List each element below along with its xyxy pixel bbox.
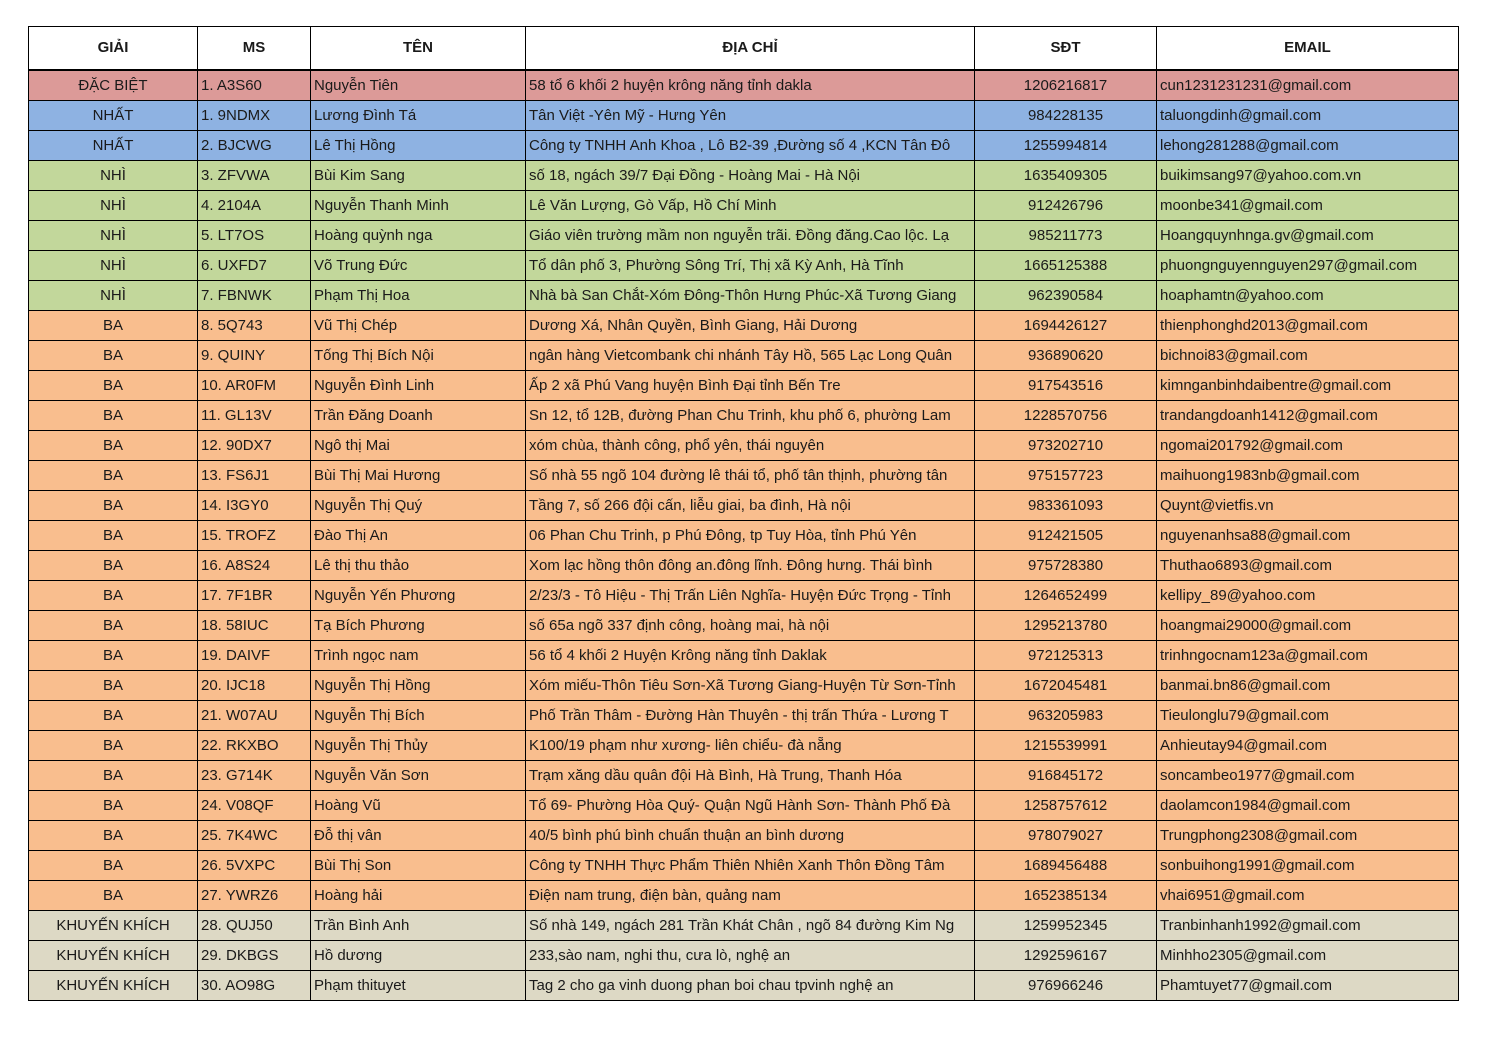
- cell-phone: 936890620: [975, 341, 1157, 371]
- cell-prize: BA: [29, 551, 198, 581]
- header-code: MS: [198, 27, 311, 71]
- cell-address: Số nhà 149, ngách 281 Trần Khát Chân , ngõ 84 đường Kim Ng: [526, 911, 975, 941]
- cell-name: Bùi Thị Son: [311, 851, 526, 881]
- cell-prize: BA: [29, 761, 198, 791]
- cell-code: 3. ZFVWA: [198, 161, 311, 191]
- table-row: [29, 131, 1459, 161]
- cell-name: Hoàng quỳnh nga: [311, 221, 526, 251]
- cell-code: 20. IJC18: [198, 671, 311, 701]
- prize-winners-table: [28, 26, 1459, 1001]
- table-row: [29, 581, 1459, 611]
- cell-code: 15. TROFZ: [198, 521, 311, 551]
- cell-address: Xóm miếu-Thôn Tiêu Sơn-Xã Tương Giang-Huyện Từ Sơn-Tỉnh: [526, 671, 975, 701]
- cell-name: Nguyễn Yến Phương: [311, 581, 526, 611]
- cell-phone: 1206216817: [975, 70, 1157, 101]
- header-prize: GIẢI: [29, 27, 198, 71]
- cell-address: Tầng 7, số 266 đội cấn, liễu giai, ba đình, Hà nội: [526, 491, 975, 521]
- cell-name: Nguyễn Tiên: [311, 70, 526, 101]
- cell-address: Phố Trần Thâm - Đường Hàn Thuyên - thị trấn Thứa - Lương T: [526, 701, 975, 731]
- cell-prize: BA: [29, 641, 198, 671]
- cell-prize: KHUYẾN KHÍCH: [29, 971, 198, 1001]
- header-email: EMAIL: [1157, 27, 1459, 71]
- header-phone: SĐT: [975, 27, 1157, 71]
- cell-code: 9. QUINY: [198, 341, 311, 371]
- cell-address: 2/23/3 - Tô Hiệu - Thị Trấn Liên Nghĩa- Huyện Đức Trọng - Tỉnh: [526, 581, 975, 611]
- cell-phone: 912421505: [975, 521, 1157, 551]
- cell-name: Trình ngọc nam: [311, 641, 526, 671]
- cell-address: Sn 12, tổ 12B, đường Phan Chu Trinh, khu phố 6, phường Lam: [526, 401, 975, 431]
- cell-phone: 975157723: [975, 461, 1157, 491]
- cell-name: Bùi Thị Mai Hương: [311, 461, 526, 491]
- cell-address: Tag 2 cho ga vinh duong phan boi chau tpvinh nghệ an: [526, 971, 975, 1001]
- cell-prize: BA: [29, 431, 198, 461]
- table-row: [29, 341, 1459, 371]
- cell-address: K100/19 phạm như xương- liên chiểu- đà nẵng: [526, 731, 975, 761]
- cell-email: Anhieutay94@gmail.com: [1157, 731, 1459, 761]
- cell-email: buikimsang97@yahoo.com.vn: [1157, 161, 1459, 191]
- cell-code: 22. RKXBO: [198, 731, 311, 761]
- cell-address: Dương Xá, Nhân Quyền, Bình Giang, Hải Dương: [526, 311, 975, 341]
- cell-prize: BA: [29, 791, 198, 821]
- cell-name: Bùi Kim Sang: [311, 161, 526, 191]
- table-row: [29, 401, 1459, 431]
- cell-prize: NHÌ: [29, 191, 198, 221]
- cell-email: vhai6951@gmail.com: [1157, 881, 1459, 911]
- cell-code: 5. LT7OS: [198, 221, 311, 251]
- cell-code: 8. 5Q743: [198, 311, 311, 341]
- cell-email: soncambeo1977@gmail.com: [1157, 761, 1459, 791]
- cell-email: Trungphong2308@gmail.com: [1157, 821, 1459, 851]
- cell-email: nguyenanhsa88@gmail.com: [1157, 521, 1459, 551]
- cell-email: trandangdoanh1412@gmail.com: [1157, 401, 1459, 431]
- table-row: [29, 70, 1459, 101]
- cell-email: trinhngocnam123a@gmail.com: [1157, 641, 1459, 671]
- cell-code: 11. GL13V: [198, 401, 311, 431]
- cell-name: Ngô thị Mai: [311, 431, 526, 461]
- cell-address: Tân Việt -Yên Mỹ - Hưng Yên: [526, 101, 975, 131]
- cell-prize: BA: [29, 881, 198, 911]
- cell-phone: 1672045481: [975, 671, 1157, 701]
- cell-code: 18. 58IUC: [198, 611, 311, 641]
- cell-phone: 1635409305: [975, 161, 1157, 191]
- cell-code: 21. W07AU: [198, 701, 311, 731]
- cell-email: Thuthao6893@gmail.com: [1157, 551, 1459, 581]
- cell-code: 30. AO98G: [198, 971, 311, 1001]
- cell-email: hoangmai29000@gmail.com: [1157, 611, 1459, 641]
- table-row: [29, 851, 1459, 881]
- cell-address: 40/5 bình phú bình chuẩn thuận an bình dương: [526, 821, 975, 851]
- table-row: [29, 161, 1459, 191]
- table-row: [29, 911, 1459, 941]
- cell-name: Phạm Thị Hoa: [311, 281, 526, 311]
- table-row: [29, 701, 1459, 731]
- cell-name: Hoàng Vũ: [311, 791, 526, 821]
- cell-email: Tranbinhanh1992@gmail.com: [1157, 911, 1459, 941]
- cell-email: Hoangquynhnga.gv@gmail.com: [1157, 221, 1459, 251]
- cell-code: 7. FBNWK: [198, 281, 311, 311]
- cell-prize: KHUYẾN KHÍCH: [29, 911, 198, 941]
- cell-address: Nhà bà San Chắt-Xóm Đông-Thôn Hưng Phúc-Xã Tương Giang: [526, 281, 975, 311]
- cell-prize: BA: [29, 371, 198, 401]
- cell-phone: 983361093: [975, 491, 1157, 521]
- cell-code: 28. QUJ50: [198, 911, 311, 941]
- cell-name: Nguyễn Văn Sơn: [311, 761, 526, 791]
- cell-code: 24. V08QF: [198, 791, 311, 821]
- cell-phone: 975728380: [975, 551, 1157, 581]
- cell-prize: BA: [29, 341, 198, 371]
- cell-email: kimnganbinhdaibentre@gmail.com: [1157, 371, 1459, 401]
- cell-name: Lê Thị Hồng: [311, 131, 526, 161]
- cell-address: ngân hàng Vietcombank chi nhánh Tây Hồ, 565 Lạc Long Quân: [526, 341, 975, 371]
- cell-prize: NHÌ: [29, 251, 198, 281]
- table-row: [29, 551, 1459, 581]
- table-row: [29, 311, 1459, 341]
- header-address: ĐỊA CHỈ: [526, 27, 975, 71]
- cell-code: 25. 7K4WC: [198, 821, 311, 851]
- cell-phone: 962390584: [975, 281, 1157, 311]
- cell-address: 233,sào nam, nghi thu, cưa lò, nghệ an: [526, 941, 975, 971]
- cell-code: 12. 90DX7: [198, 431, 311, 461]
- cell-email: cun1231231231@gmail.com: [1157, 70, 1459, 101]
- header-name: TÊN: [311, 27, 526, 71]
- cell-code: 27. YWRZ6: [198, 881, 311, 911]
- cell-code: 6. UXFD7: [198, 251, 311, 281]
- cell-code: 16. A8S24: [198, 551, 311, 581]
- cell-address: xóm chùa, thành công, phổ yên, thái nguyên: [526, 431, 975, 461]
- cell-name: Đào Thị An: [311, 521, 526, 551]
- cell-name: Vũ Thị Chép: [311, 311, 526, 341]
- table-row: [29, 821, 1459, 851]
- cell-phone: 916845172: [975, 761, 1157, 791]
- cell-prize: NHÌ: [29, 161, 198, 191]
- cell-email: taluongdinh@gmail.com: [1157, 101, 1459, 131]
- cell-name: Đỗ thị vân: [311, 821, 526, 851]
- cell-prize: NHẤT: [29, 101, 198, 131]
- table-row: [29, 641, 1459, 671]
- cell-code: 14. I3GY0: [198, 491, 311, 521]
- cell-phone: 912426796: [975, 191, 1157, 221]
- cell-phone: 1259952345: [975, 911, 1157, 941]
- cell-email: hoaphamtn@yahoo.com: [1157, 281, 1459, 311]
- cell-phone: 973202710: [975, 431, 1157, 461]
- cell-prize: BA: [29, 311, 198, 341]
- cell-phone: 1228570756: [975, 401, 1157, 431]
- cell-code: 2. BJCWG: [198, 131, 311, 161]
- cell-phone: 972125313: [975, 641, 1157, 671]
- cell-name: Tạ Bích Phương: [311, 611, 526, 641]
- cell-name: Trần Bình Anh: [311, 911, 526, 941]
- cell-code: 1. 9NDMX: [198, 101, 311, 131]
- table-row: [29, 431, 1459, 461]
- cell-address: Công ty TNHH Anh Khoa , Lô B2-39 ,Đường số 4 ,KCN Tân Đô: [526, 131, 975, 161]
- cell-address: Công ty TNHH Thực Phẩm Thiên Nhiên Xanh Thôn Đồng Tâm: [526, 851, 975, 881]
- cell-email: sonbuihong1991@gmail.com: [1157, 851, 1459, 881]
- table-row: [29, 731, 1459, 761]
- cell-name: Võ Trung Đức: [311, 251, 526, 281]
- cell-prize: BA: [29, 671, 198, 701]
- cell-prize: BA: [29, 521, 198, 551]
- cell-phone: 978079027: [975, 821, 1157, 851]
- cell-prize: BA: [29, 611, 198, 641]
- cell-prize: BA: [29, 491, 198, 521]
- cell-prize: BA: [29, 731, 198, 761]
- cell-email: maihuong1983nb@gmail.com: [1157, 461, 1459, 491]
- cell-name: Nguyễn Thị Thủy: [311, 731, 526, 761]
- cell-code: 19. DAIVF: [198, 641, 311, 671]
- cell-phone: 1694426127: [975, 311, 1157, 341]
- cell-address: số 65a ngõ 337 định công, hoàng mai, hà nội: [526, 611, 975, 641]
- table-row: [29, 971, 1459, 1001]
- cell-phone: 1292596167: [975, 941, 1157, 971]
- cell-name: Trần Đăng Doanh: [311, 401, 526, 431]
- cell-email: bichnoi83@gmail.com: [1157, 341, 1459, 371]
- cell-prize: BA: [29, 701, 198, 731]
- cell-phone: 1665125388: [975, 251, 1157, 281]
- cell-prize: BA: [29, 821, 198, 851]
- cell-email: phuongnguyennguyen297@gmail.com: [1157, 251, 1459, 281]
- cell-code: 23. G714K: [198, 761, 311, 791]
- cell-prize: BA: [29, 851, 198, 881]
- cell-email: daolamcon1984@gmail.com: [1157, 791, 1459, 821]
- cell-code: 29. DKBGS: [198, 941, 311, 971]
- cell-email: Tieulonglu79@gmail.com: [1157, 701, 1459, 731]
- cell-code: 10. AR0FM: [198, 371, 311, 401]
- cell-name: Hồ dương: [311, 941, 526, 971]
- table-row: [29, 791, 1459, 821]
- cell-address: Điện nam trung, điện bàn, quảng nam: [526, 881, 975, 911]
- table-header: [29, 27, 1459, 71]
- cell-address: số 18, ngách 39/7 Đại Đồng - Hoàng Mai - Hà Nội: [526, 161, 975, 191]
- table-row: [29, 191, 1459, 221]
- table-body: [29, 70, 1459, 1001]
- cell-phone: 1215539991: [975, 731, 1157, 761]
- header-row: [29, 27, 1459, 71]
- cell-phone: 1295213780: [975, 611, 1157, 641]
- cell-address: 56 tổ 4 khối 2 Huyện Krông năng tỉnh Daklak: [526, 641, 975, 671]
- cell-name: Nguyễn Đình Linh: [311, 371, 526, 401]
- cell-code: 17. 7F1BR: [198, 581, 311, 611]
- cell-name: Tống Thị Bích Nội: [311, 341, 526, 371]
- cell-phone: 976966246: [975, 971, 1157, 1001]
- cell-email: Quynt@vietfis.vn: [1157, 491, 1459, 521]
- table-row: [29, 671, 1459, 701]
- table-row: [29, 521, 1459, 551]
- cell-name: Lê thị thu thảo: [311, 551, 526, 581]
- cell-name: Nguyễn Thị Quý: [311, 491, 526, 521]
- cell-address: Số nhà 55 ngõ 104 đường lê thái tổ, phố tân thịnh, phường tân: [526, 461, 975, 491]
- cell-email: moonbe341@gmail.com: [1157, 191, 1459, 221]
- cell-code: 1. A3S60: [198, 70, 311, 101]
- table-row: [29, 221, 1459, 251]
- cell-prize: ĐẶC BIỆT: [29, 70, 198, 101]
- cell-prize: BA: [29, 461, 198, 491]
- cell-prize: BA: [29, 401, 198, 431]
- table-row: [29, 251, 1459, 281]
- cell-name: Nguyễn Thị Hồng: [311, 671, 526, 701]
- cell-email: ngomai201792@gmail.com: [1157, 431, 1459, 461]
- cell-phone: 963205983: [975, 701, 1157, 731]
- table-row: [29, 491, 1459, 521]
- cell-address: Giáo viên trường mầm non nguyễn trãi. Đồng đăng.Cao lộc. Lạ: [526, 221, 975, 251]
- cell-email: kellipy_89@yahoo.com: [1157, 581, 1459, 611]
- cell-name: Nguyễn Thanh Minh: [311, 191, 526, 221]
- cell-prize: NHÌ: [29, 221, 198, 251]
- cell-name: Lương Đình Tá: [311, 101, 526, 131]
- cell-code: 26. 5VXPC: [198, 851, 311, 881]
- cell-prize: BA: [29, 581, 198, 611]
- cell-phone: 1652385134: [975, 881, 1157, 911]
- cell-email: lehong281288@gmail.com: [1157, 131, 1459, 161]
- table-row: [29, 281, 1459, 311]
- cell-prize: NHÌ: [29, 281, 198, 311]
- cell-phone: 917543516: [975, 371, 1157, 401]
- cell-code: 4. 2104A: [198, 191, 311, 221]
- cell-address: Trạm xăng dầu quân đội Hà Bình, Hà Trung, Thanh Hóa: [526, 761, 975, 791]
- cell-email: thienphonghd2013@gmail.com: [1157, 311, 1459, 341]
- table-row: [29, 941, 1459, 971]
- cell-prize: NHẤT: [29, 131, 198, 161]
- table-row: [29, 461, 1459, 491]
- cell-email: banmai.bn86@gmail.com: [1157, 671, 1459, 701]
- cell-address: 06 Phan Chu Trinh, p Phú Đông, tp Tuy Hòa, tỉnh Phú Yên: [526, 521, 975, 551]
- cell-phone: 1258757612: [975, 791, 1157, 821]
- table-row: [29, 881, 1459, 911]
- table-row: [29, 371, 1459, 401]
- cell-address: 58 tổ 6 khối 2 huyện krông năng tỉnh dakla: [526, 70, 975, 101]
- cell-phone: 984228135: [975, 101, 1157, 131]
- cell-phone: 1264652499: [975, 581, 1157, 611]
- cell-phone: 985211773: [975, 221, 1157, 251]
- cell-email: Phamtuyet77@gmail.com: [1157, 971, 1459, 1001]
- table-row: [29, 611, 1459, 641]
- cell-address: Ấp 2 xã Phú Vang huyện Bình Đại tỉnh Bến Tre: [526, 371, 975, 401]
- cell-name: Hoàng hải: [311, 881, 526, 911]
- cell-phone: 1255994814: [975, 131, 1157, 161]
- cell-address: Tổ dân phố 3, Phường Sông Trí, Thị xã Kỳ Anh, Hà Tĩnh: [526, 251, 975, 281]
- cell-address: Lê Văn Lượng, Gò Vấp, Hồ Chí Minh: [526, 191, 975, 221]
- cell-address: Tổ 69- Phường Hòa Quý- Quận Ngũ Hành Sơn- Thành Phố Đà: [526, 791, 975, 821]
- cell-phone: 1689456488: [975, 851, 1157, 881]
- cell-name: Nguyễn Thị Bích: [311, 701, 526, 731]
- table-row: [29, 761, 1459, 791]
- table-row: [29, 101, 1459, 131]
- cell-email: Minhho2305@gmail.com: [1157, 941, 1459, 971]
- cell-address: Xom lạc hồng thôn đông an.đông lĩnh. Đông hưng. Thái bình: [526, 551, 975, 581]
- cell-code: 13. FS6J1: [198, 461, 311, 491]
- cell-prize: KHUYẾN KHÍCH: [29, 941, 198, 971]
- cell-name: Phạm thituyet: [311, 971, 526, 1001]
